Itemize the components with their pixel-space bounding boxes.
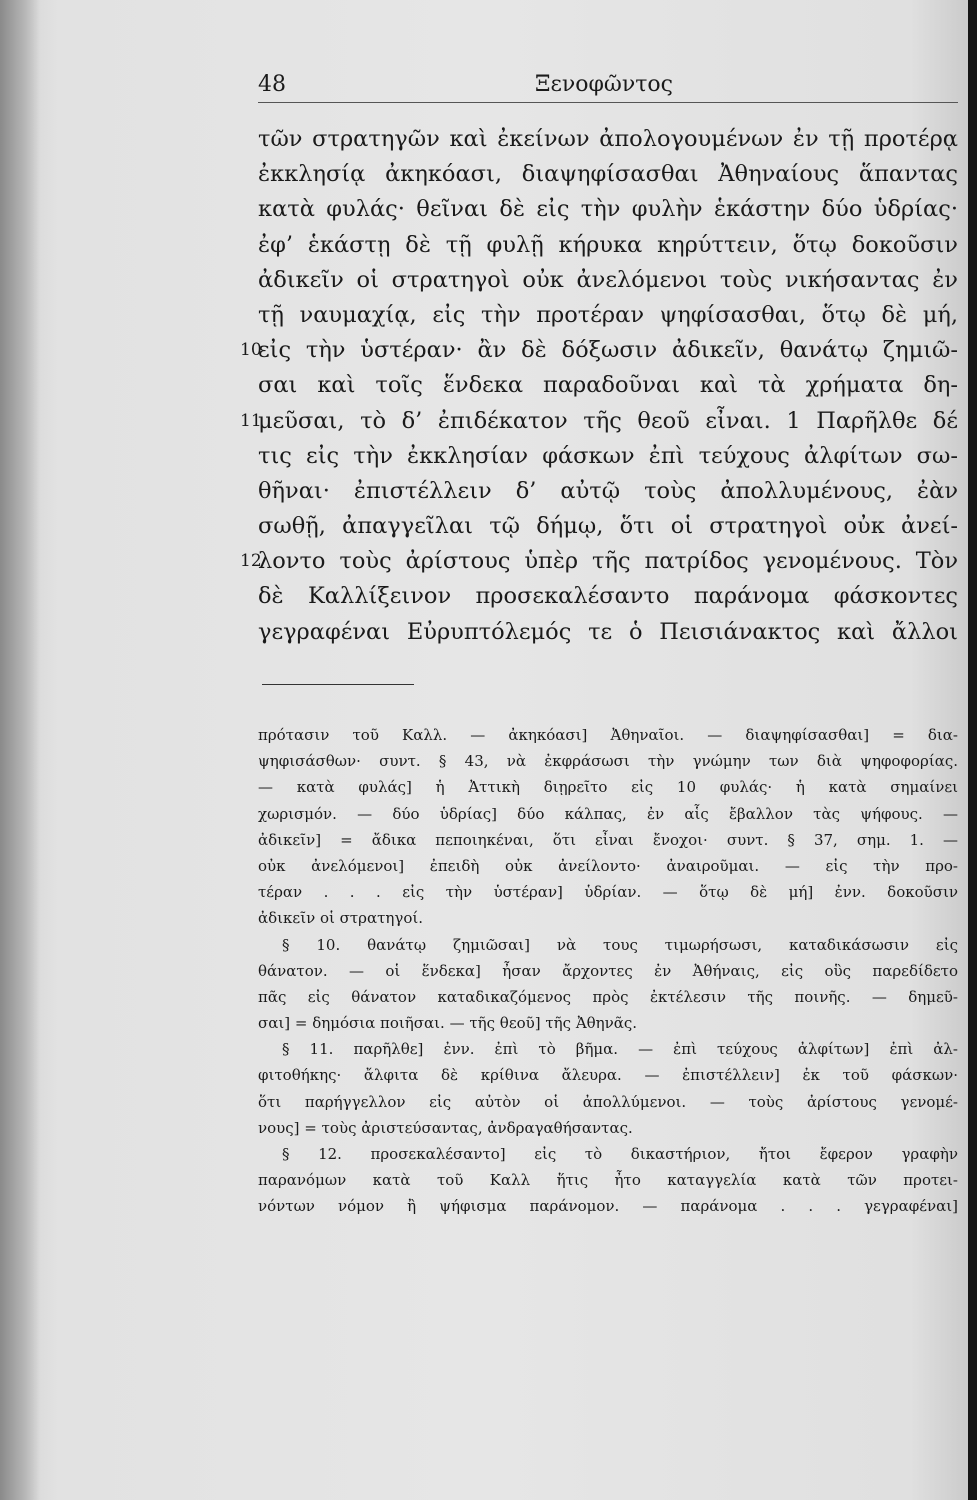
line-text: εἰς τὴν ὑστέραν· ἂν δὲ δόξωσιν ἀδικεῖν, θανάτῳ ζημιῶ- xyxy=(258,337,958,364)
text-line xyxy=(240,544,962,579)
text-line xyxy=(240,263,962,298)
footnote-line: χωρισμόν. — δύο ὑδρίας] δύο κάλπας, ἐν αἷς ἔβαλλον τὰς ψήφους. — xyxy=(258,804,958,823)
text-line xyxy=(240,122,962,157)
line-number: 12 xyxy=(240,551,262,572)
text-line xyxy=(240,439,962,474)
footnote-line: ἀδικεῖν οἱ στρατηγοί. xyxy=(258,909,424,928)
text-line xyxy=(240,192,962,227)
footnote-line: ἀδικεῖν] = ἄδικα πεποιηκέναι, ὅτι εἶναι ἔνοχοι· συντ. § 37, σημ. 1. — xyxy=(258,830,958,849)
main-text xyxy=(240,122,962,650)
running-title: Ξενοφῶντος xyxy=(535,72,673,97)
line-text: τῇ ναυμαχίᾳ, εἰς τὴν προτέραν ψηφίσασθαι, ὅτῳ δὲ μή, xyxy=(258,301,958,328)
footnote-line: πᾶς εἰς θάνατον καταδικαζόμενος πρὸς ἐκτέλεσιν τῆς ποινῆς. — δημεῦ- xyxy=(258,987,958,1006)
text-line xyxy=(240,298,962,333)
footnotes xyxy=(258,722,958,1220)
text-line xyxy=(240,474,962,509)
page-spine-shadow xyxy=(0,0,40,1500)
text-line xyxy=(240,368,962,403)
scan-edge xyxy=(968,0,977,1500)
line-text: γεγραφέναι Εὐρυπτόλεμός τε ὁ Πεισιάνακτος καὶ ἄλλοι xyxy=(258,618,958,645)
footnote-line: ψηφισάσθων· συντ. § 43, νὰ ἐκφράσωσι τὴν γνώμην των διὰ ψηφοφορίας. xyxy=(258,752,958,771)
text-line xyxy=(240,509,962,544)
line-text: ἐκκλησίᾳ ἀκηκόασι, διαψηφίσασθαι Ἀθηναίους ἅπαντας xyxy=(258,161,958,188)
line-text: τις εἰς τὴν ἐκκλησίαν φάσκων ἐπὶ τεύχους ἀλφίτων σω- xyxy=(258,442,958,469)
line-text: μεῦσαι, τὸ δ’ ἐπιδέκατον τῆς θεοῦ εἶναι. 1 Παρῆλθε δέ xyxy=(258,407,958,434)
page-header xyxy=(258,72,958,106)
line-text: ἐφ’ ἑκάστῃ δὲ τῇ φυλῇ κήρυκα κηρύττειν, ὅτῳ δοκοῦσιν xyxy=(258,231,958,258)
footnote-line: § 12. προσεκαλέσαντο] εἰς τὸ δικαστήριον, ἤτοι ἔφερον γραφὴν xyxy=(282,1145,958,1163)
footnote-line: πρότασιν τοῦ Καλλ. — ἀκηκόασι] Ἀθηναῖοι. — διαψηφίσασθαι] = δια- xyxy=(258,726,958,744)
footnote-line: ὅτι παρήγγελλον εἰς αὐτὸν οἱ ἀπολλύμενοι. — τοὺς ἀρίστους γενομέ- xyxy=(258,1092,958,1111)
line-number: 11 xyxy=(240,410,262,431)
footnote-line: νόντων νόμον ἢ ψήφισμα παράνομον. — παράνομα . . . γεγραφέναι] xyxy=(258,1197,958,1216)
footnote-line: νους] = τοὺς ἀριστεύσαντας, ἀνδραγαθήσαντας. xyxy=(258,1118,633,1137)
footnote-line: § 10. θανάτῳ ζημιῶσαι] νὰ τους τιμωρήσωσι, καταδικάσωσιν εἰς xyxy=(282,935,958,954)
footnote-line: παρανόμων κατὰ τοῦ Καλλ ἥτις ἦτο καταγγελία κατὰ τῶν προτει- xyxy=(258,1171,958,1190)
line-text: σωθῇ, ἀπαγγεῖλαι τῷ δήμῳ, ὅτι οἱ στρατηγοὶ οὐκ ἀνεί- xyxy=(258,513,958,540)
text-line xyxy=(240,615,962,650)
text-line xyxy=(240,404,962,439)
footnote-line: οὐκ ἀνελόμενοι] ἐπειδὴ οὐκ ἀνείλοντο· ἀναιροῦμαι. — εἰς τὴν προ- xyxy=(258,856,958,875)
line-text: δὲ Καλλίξεινον προσεκαλέσαντο παράνομα φάσκοντες xyxy=(258,583,958,610)
page-number: 48 xyxy=(258,72,286,97)
footnote-line: § 11. παρῆλθε] ἐνν. ἐπὶ τὸ βῆμα. — ἐπὶ τεύχους ἀλφίτων] ἐπὶ ἀλ- xyxy=(282,1040,958,1059)
footnote-line: σαι] = δημόσια ποιῆσαι. — τῆς θεοῦ] τῆς Ἀθηνᾶς. xyxy=(258,1014,638,1033)
line-text: λοντο τοὺς ἀρίστους ὑπὲρ τῆς πατρίδος γενομένους. Τὸν xyxy=(258,548,958,575)
line-number: 10 xyxy=(240,340,262,361)
footnote-line: φιτοθήκης· ἄλφιτα δὲ κρίθινα ἄλευρα. — ἐπιστέλλειν] ἐκ τοῦ φάσκων· xyxy=(258,1066,958,1085)
line-text: θῆναι· ἐπιστέλλειν δ’ αὐτῷ τοὺς ἀπολλυμένους, ἐὰν xyxy=(258,477,958,504)
header-rule xyxy=(258,102,958,103)
text-line xyxy=(240,157,962,192)
line-text: κατὰ φυλάς· θεῖναι δὲ εἰς τὴν φυλὴν ἑκάστην δύο ὑδρίας· xyxy=(258,196,958,223)
footnote-line: θάνατον. — οἱ ἕνδεκα] ἦσαν ἄρχοντες ἐν Ἀθήναις, εἰς οὓς παρεδίδετο xyxy=(258,961,958,980)
line-text: τῶν στρατηγῶν καὶ ἐκείνων ἀπολογουμένων ἐν τῇ προτέρᾳ xyxy=(258,126,958,152)
text-line xyxy=(240,579,962,614)
footnote-line: — κατὰ φυλάς] ἡ Ἀττικὴ διῃρεῖτο εἰς 10 φυλάς· ἡ κατὰ σημαίνει xyxy=(258,778,958,797)
text-line xyxy=(240,228,962,263)
footnote-line: τέραν . . . εἰς τὴν ὑστέραν] ὑδρίαν. — ὅτῳ δὲ μή] ἐνν. δοκοῦσιν xyxy=(258,883,958,902)
text-line xyxy=(240,333,962,368)
line-text: ἀδικεῖν οἱ στρατηγοὶ οὐκ ἀνελόμενοι τοὺς νικήσαντας ἐν xyxy=(258,266,958,293)
line-text: σαι καὶ τοῖς ἕνδεκα παραδοῦναι καὶ τὰ χρήματα δη- xyxy=(258,372,958,399)
footnote-divider xyxy=(262,684,414,685)
